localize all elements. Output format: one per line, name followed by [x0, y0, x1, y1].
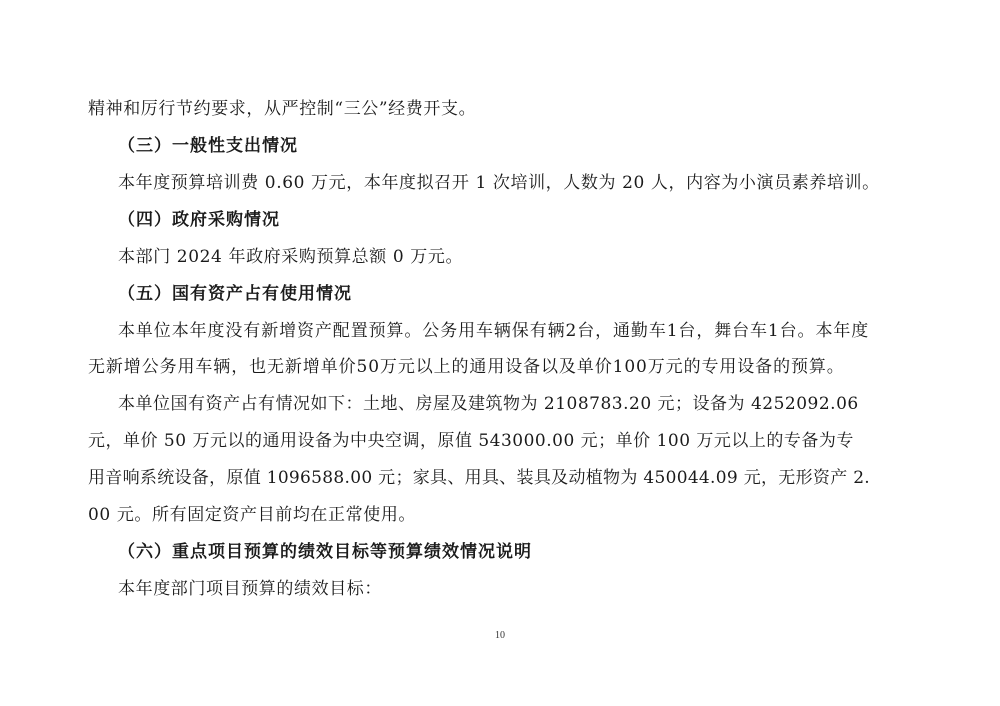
- section-heading-general-expenditure: （三）一般性支出情况: [118, 136, 298, 156]
- page-number: 10: [495, 630, 505, 641]
- section-heading-government-procurement: （四）政府采购情况: [118, 210, 280, 230]
- paragraph-line: 用音响系统设备，原值 1096588.00 元；家具、用具、装具及动植物为 450044.09 元，无形资产 2.: [88, 468, 871, 488]
- paragraph-line: 元，单价 50 万元以的通用设备为中央空调，原值 543000.00 元；单价 100 万元以上的专备为专: [88, 431, 854, 451]
- paragraph-line: 无新增公务用车辆，也无新增单价50万元以上的通用设备以及单价100万元的专用设备的预算。: [88, 357, 845, 377]
- paragraph-line: 00 元。所有固定资产目前均在正常使用。: [88, 505, 417, 525]
- paragraph-line: 本单位本年度没有新增资产配置预算。公务用车辆保有辆2台，通勤车1台，舞台车1台。本年度: [118, 321, 870, 341]
- section-heading-performance-goals: （六）重点项目预算的绩效目标等预算绩效情况说明: [118, 542, 532, 562]
- paragraph-line: 精神和厉行节约要求，从严控制“三公”经费开支。: [88, 99, 477, 119]
- paragraph-line: 本年度部门项目预算的绩效目标：: [118, 579, 382, 599]
- paragraph-line: 本部门 2024 年政府采购预算总额 0 万元。: [118, 247, 464, 267]
- section-heading-state-assets: （五）国有资产占有使用情况: [118, 284, 352, 304]
- paragraph-line: 本单位国有资产占有情况如下：土地、房屋及建筑物为 2108783.20 元；设备为 4252092.06: [118, 394, 859, 414]
- paragraph-line: 本年度预算培训费 0.60 万元，本年度拟召开 1 次培训，人数为 20 人，内容为小演员素养培训。: [118, 173, 880, 193]
